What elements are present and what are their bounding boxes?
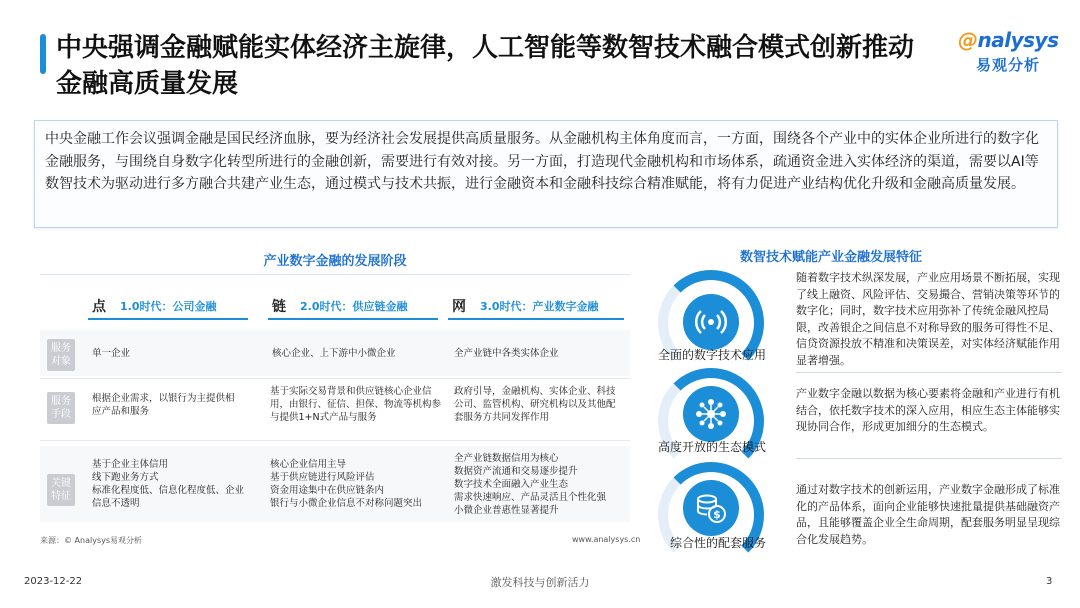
stage-3-header xyxy=(452,296,599,316)
broadcast-icon xyxy=(683,294,739,350)
stage-label: 2.0时代：供应链金融 xyxy=(300,300,408,313)
page-number: 3 xyxy=(1046,576,1053,587)
feature-label: 高度开放的生态模式 xyxy=(657,440,766,454)
feature-text: 通过对数字技术的创新运用，产业数字金融形成了标准化的产品体系，面向企业能够快速批量提供基础融资产品，且能够覆盖企业全生命周期，配套服务明显呈现综合化发展趋势。 xyxy=(796,483,1060,546)
table-cell: 单一企业 xyxy=(92,348,131,359)
stage-label: 3.0时代：产业数字金融 xyxy=(480,300,599,313)
source-note: 来源：© Analysys易观分析 xyxy=(40,536,143,545)
table-cell: 核心企业信用主导 基于供应链进行风险评估 资金用途集中在供应链条内 银行与小微企业信息不对称问题突出 xyxy=(270,459,423,509)
stage-char: 点 xyxy=(92,299,106,315)
stages-title: 产业数字金融的发展阶段 xyxy=(263,254,407,269)
stage-2-underline xyxy=(268,318,438,320)
table-cell: 全产业链数据信用为核心 数据资产流通和交易逐步提升 数字技术全面融入产业生态 需求快速响应、产品灵活且个性化强 小微企业普惠性显著提升 xyxy=(454,453,607,516)
row-divider xyxy=(40,440,630,441)
stage-char: 网 xyxy=(452,299,466,315)
svg-text:$: $ xyxy=(713,508,721,521)
footer-slogan: 激发科技与创新活力 xyxy=(490,576,590,589)
table-cell: 政府引导，金融机构、实体企业、科技公司、监管机构、研究机构以及其他配套服务方共同发挥作用 xyxy=(454,386,616,423)
feature-text: 产业数字金融以数据为核心要素将金融和产业进行有机结合，依托数字技术的深入应用，相应生态主体能够实现协同合作，形成更加细分的生态模式。 xyxy=(796,387,1060,433)
stage-1-header xyxy=(92,296,217,316)
network-icon xyxy=(683,386,739,442)
analysys-logo xyxy=(958,28,1062,75)
table-cell: 基于实际交易背景和供应链核心企业信用，由银行、征信、担保、物流等机构参与提供1+N式产品与服务 xyxy=(270,386,442,423)
row-label-service-means: 服务手段 xyxy=(47,392,75,424)
feature-text: 随着数字技术纵深发展，产业应用场景不断拓展，实现了线上融资、风险评估、交易撮合、营销决策等环节的数字化；同时，数字技术应用弥补了传统金融风控局限，改善银企之间信息不对称导致的服务可得性不足、信贷资源投放不精准和决策误差，对实体经济赋能作用显著增强。 xyxy=(796,271,1060,367)
logo-swoosh-icon: @ xyxy=(958,28,978,52)
feature-divider xyxy=(796,372,1062,373)
row-divider xyxy=(40,378,630,379)
source-url: www.analysys.cn xyxy=(572,535,641,544)
table-cell: 根据企业需求，以银行为主提供相应产品和服务 xyxy=(92,393,235,417)
features-title: 数智技术赋能产业金融发展特征 xyxy=(740,250,923,265)
summary-box: 中央金融工作会议强调金融是国民经济血脉，要为经济社会发展提供高质量服务。从金融机构主体角度而言，一方面，围绕各个产业中的实体企业所进行的数字化金融服务，与围绕自身数字化转型所进行的金融创新，需要进行有效对接。另一方面，打造现代金融机构和市场体系，疏通资金进入实体经济的渠道，需要以AI等数智技术为驱动进行多方融合共建产业生态，通过模式与技术共振，进行金融资本和金融科技综合精准赋能，将有力促进产业结构优化升级和金融高质量发展。 xyxy=(34,120,1058,228)
row-label-key-features: 关键特征 xyxy=(47,474,75,506)
footer-date: 2023-12-22 xyxy=(24,576,83,587)
stage-label: 1.0时代：公司金融 xyxy=(120,300,217,313)
title-accent-bar xyxy=(40,34,46,74)
feature-label: 综合性的配套服务 xyxy=(669,536,766,550)
stage-3-underline xyxy=(448,318,624,320)
feature-divider xyxy=(796,458,1062,459)
stages-title-divider xyxy=(40,274,630,275)
table-cell: 全产业链中各类实体企业 xyxy=(454,348,559,359)
stage-2-header xyxy=(272,296,408,316)
feature-label: 全面的数字技术应用 xyxy=(657,348,766,362)
stage-1-underline xyxy=(88,318,248,320)
logo-text-cn: 易观分析 xyxy=(976,56,1041,74)
stage-char: 链 xyxy=(272,299,286,315)
logo-text-en: nalysys xyxy=(977,28,1059,52)
table-cell: 核心企业、上下游中小微企业 xyxy=(272,348,396,359)
money-stack-icon xyxy=(683,480,739,536)
page-title: 中央强调金融赋能实体经济主旋律，人工智能等数智技术融合模式创新推动金融高质量发展 xyxy=(56,33,915,99)
row-label-service-target: 服务对象 xyxy=(47,339,75,371)
table-cell: 基于企业主体信用 线下跑业务方式 标准化程度低、信息化程度低、企业信息不透明 xyxy=(92,459,245,509)
